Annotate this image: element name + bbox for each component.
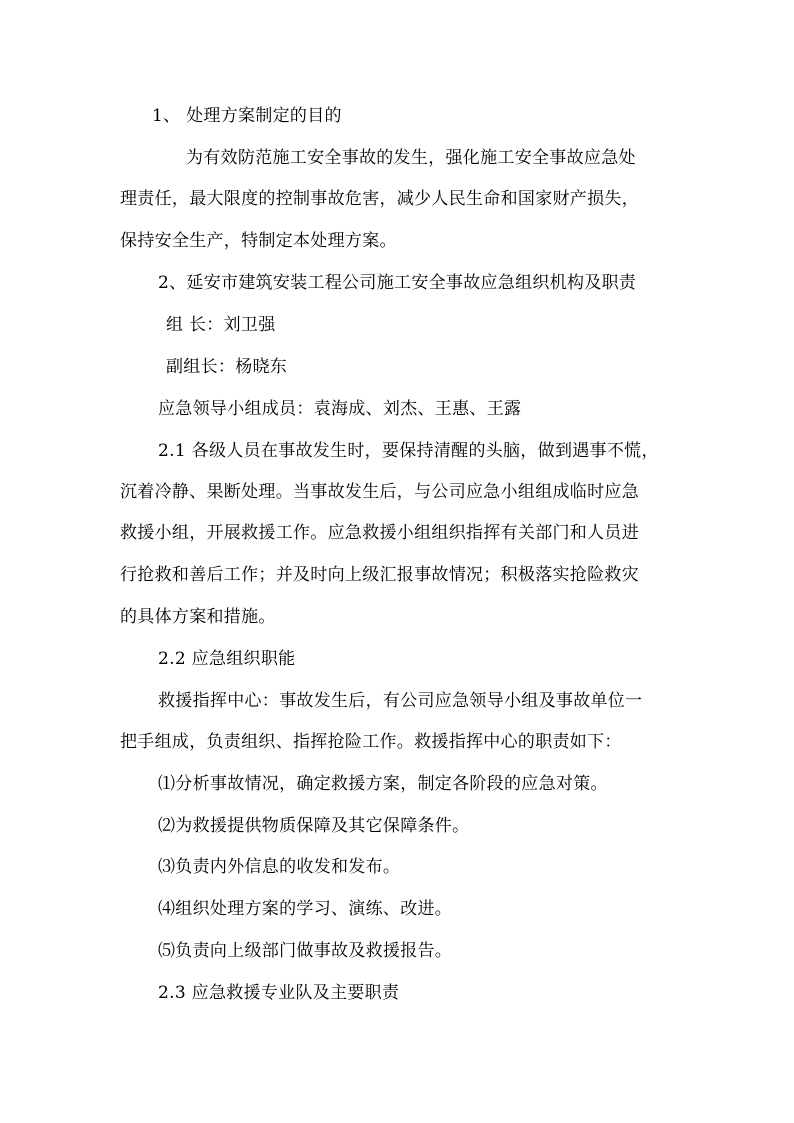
- duty-item: ⑸负责向上级部门做事故及救援报告。: [158, 941, 453, 961]
- paragraph-line: 行抢救和善后工作；并及时向上级汇报事故情况；积极落实抢险救灾: [120, 565, 639, 585]
- deputy-leader-line: 副组长：杨晓东: [166, 357, 288, 377]
- section-heading-1: 1、 处理方案制定的目的: [152, 106, 342, 126]
- section-heading-2: 2、延安市建筑安装工程公司施工安全事故应急组织机构及职责: [158, 273, 637, 293]
- paragraph-line: 救援小组，开展救援工作。应急救援小组组织指挥有关部门和人员进: [120, 523, 639, 543]
- paragraph-line: 2.1 各级人员在事故发生时，要保持清醒的头脑，做到遇事不慌，: [158, 441, 659, 461]
- members-line: 应急领导小组成员：袁海成、刘杰、王惠、王露: [158, 399, 522, 419]
- paragraph-line: 为有效防范施工安全事故的发生，强化施工安全事故应急处: [186, 148, 636, 168]
- section-heading-2-3: 2.3 应急救援专业队及主要职责: [158, 983, 400, 1003]
- paragraph-line: 保持安全生产，特制定本处理方案。: [120, 231, 397, 251]
- paragraph-line: 理责任，最大限度的控制事故危害，减少人民生命和国家财产损失，: [120, 189, 639, 209]
- paragraph-line: 救援指挥中心：事故发生后，有公司应急领导小组及事故单位一: [158, 691, 643, 711]
- duty-item: ⑴分析事故情况，确定救援方案，制定各阶段的应急对策。: [158, 774, 608, 794]
- paragraph-line: 沉着冷静、果断处理。当事故发生后，与公司应急小组组成临时应急: [120, 482, 639, 502]
- paragraph-line: 把手组成，负责组织、指挥抢险工作。救援指挥中心的职责如下：: [120, 732, 622, 752]
- duty-item: ⑵为救援提供物质保障及其它保障条件。: [158, 816, 470, 836]
- leader-line: 组 长：刘卫强: [166, 315, 276, 335]
- duty-item: ⑶负责内外信息的收发和发布。: [158, 857, 401, 877]
- section-heading-2-2: 2.2 应急组织职能: [158, 649, 296, 669]
- duty-item: ⑷组织处理方案的学习、演练、改进。: [158, 899, 453, 919]
- paragraph-line: 的具体方案和措施。: [120, 607, 276, 627]
